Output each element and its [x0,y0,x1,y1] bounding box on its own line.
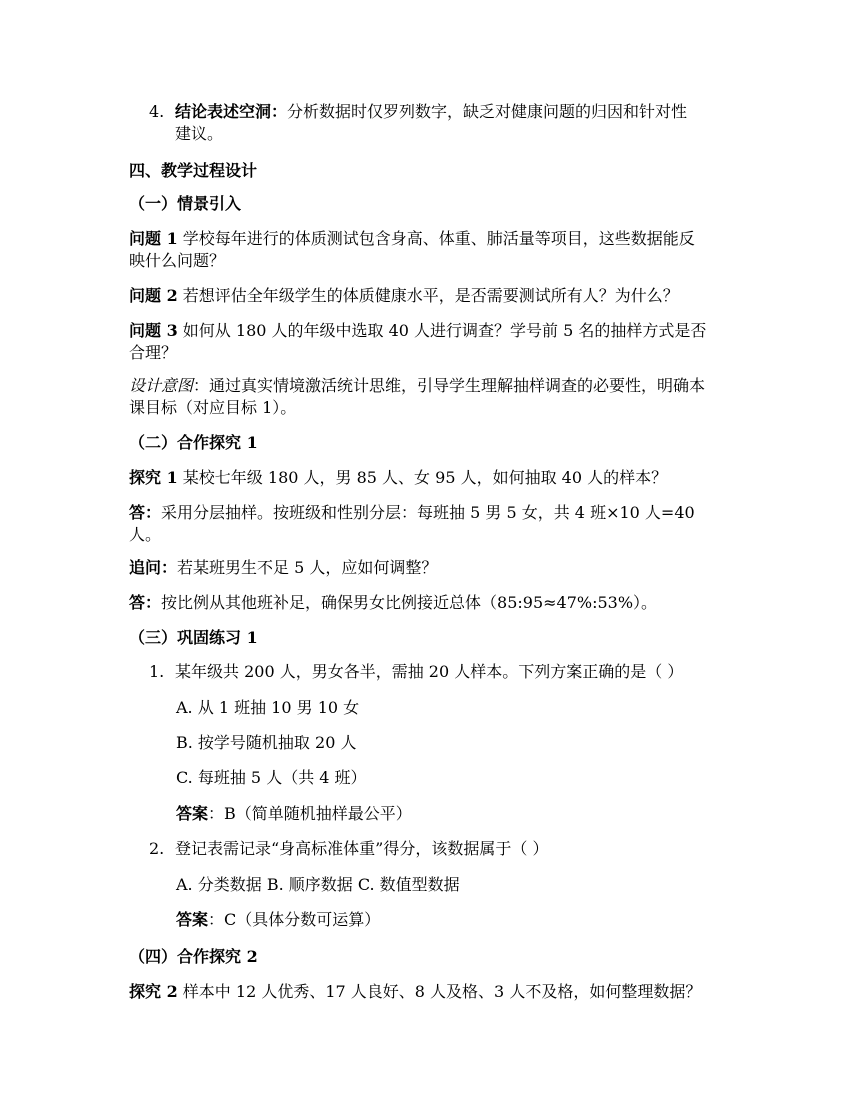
list-number: 4. [149,102,165,121]
subsection-title-1: （一）情景引入 [129,194,242,213]
option-c: C. 每班抽 5 人（共 4 班） [176,768,367,787]
exercise-1-answer [176,803,776,825]
design-intent [129,375,729,419]
answer-text: ：C（具体分数可运算） [208,910,381,929]
question-label: 问题 2 [129,286,178,305]
subsection-title-2: （二）合作探究 1 [129,433,258,452]
answer-2 [129,592,729,614]
explore-label: 探究 1 [129,468,178,487]
question-text: 如何从 180 人的年级中选取 40 人进行调查？学号前 5 名的抽样方式是否 [177,321,707,340]
design-intent-label: 设计意图 [129,376,194,395]
answer-1 [129,502,729,546]
question-text: 若想评估全年级学生的体质健康水平，是否需要测试所有人？为什么？ [177,286,679,305]
answer-label: 答案 [176,804,209,823]
answer-label: 答： [129,503,162,522]
list-item-label: 结论表述空洞： [175,102,288,121]
explore-2 [129,981,739,1003]
answer-text: 按比例从其他班补足，确保男女比例接近总体（85:95≈47%:53%）。 [161,593,658,612]
question-2 [129,285,729,307]
question-label: 问题 3 [129,321,178,340]
design-intent-text-cont: 课目标（对应目标 1）。 [129,398,297,417]
explore-text: 某校七年级 180 人，男 85 人、女 95 人，如何抽取 40 人的样本？ [177,468,668,487]
question-label: 问题 1 [129,229,178,248]
question-text-cont: 映什么问题？ [129,251,226,270]
list-number: 2. [149,839,165,858]
follow-up-text: 若某班男生不足 5 人，应如何调整？ [177,558,438,577]
explore-text: 样本中 12 人优秀、17 人良好、8 人及格、3 人不及格，如何整理数据？ [177,982,702,1001]
exercise-2-answer [176,909,776,931]
question-text-cont: 合理？ [129,343,178,362]
follow-up-question [129,557,729,579]
answer-text: ：B（简单随机抽样最公平） [208,804,412,823]
list-number: 1. [149,662,165,681]
option-a: A. 从 1 班抽 10 男 10 女 [176,698,360,717]
subsection-title-4: （四）合作探究 2 [129,947,258,966]
list-item-4 [149,101,739,145]
list-item-text-cont: 建议。 [175,124,224,143]
exercise-1 [149,661,739,683]
subsection-title-3: （三）巩固练习 1 [129,628,258,647]
option-b: B. 按学号随机抽取 20 人 [176,733,357,752]
explore-label: 探究 2 [129,982,178,1001]
question-3 [129,320,729,364]
exercise-2-options: A. 分类数据 B. 顺序数据 C. 数值型数据 [176,875,460,894]
answer-label: 答案 [176,910,209,929]
answer-text-cont: 人。 [129,525,162,544]
answer-text: 采用分层抽样。按班级和性别分层：每班抽 5 男 5 女，共 4 班×10 人=40 [161,503,695,522]
follow-up-label: 追问： [129,558,178,577]
exercise-stem: 某年级共 200 人，男女各半，需抽 20 人样本。下列方案正确的是（ ） [175,662,684,681]
question-text: 学校每年进行的体质测试包含身高、体重、肺活量等项目，这些数据能反 [177,229,695,248]
exercise-stem: 登记表需记录“身高标准体重”得分，该数据属于（ ） [175,839,549,858]
explore-1 [129,467,729,489]
design-intent-text: ：通过真实情境激活统计思维，引导学生理解抽样调查的必要性，明确本 [193,376,706,395]
list-item-text: 分析数据时仅罗列数字，缺乏对健康问题的归因和针对性 [287,102,688,121]
exercise-2 [149,838,739,860]
question-1 [129,228,729,272]
section-title: 四、教学过程设计 [129,161,258,180]
answer-label: 答： [129,593,162,612]
